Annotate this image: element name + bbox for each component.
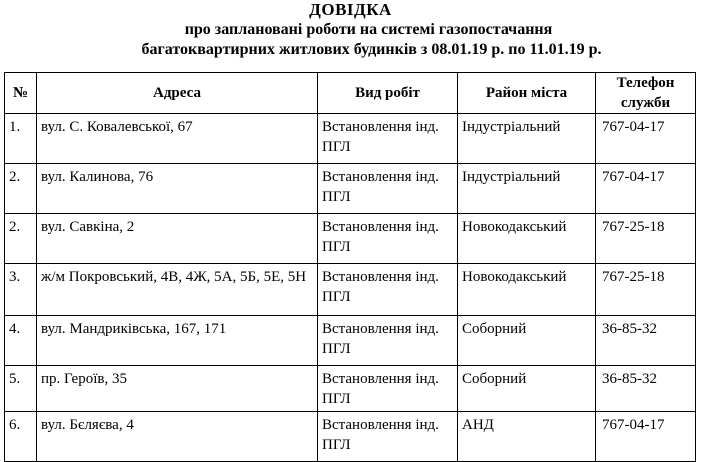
column-header-number: № (5, 73, 37, 114)
cell-district: Індустріальний (458, 164, 596, 214)
table-row (5, 264, 696, 316)
table-row (5, 412, 696, 462)
cell-address: вул. С. Ковалевської, 67 (37, 114, 318, 164)
cell-number: 2. (5, 214, 37, 264)
cell-phone: 767-25-18 (596, 214, 696, 264)
cell-district: АНД (458, 412, 596, 462)
cell-phone: 36-85-32 (596, 366, 696, 412)
cell-number: 1. (5, 114, 37, 164)
cell-number: 2. (5, 164, 37, 214)
cell-address: ж/м Покровський, 4В, 4Ж, 5А, 5Б, 5Е, 5Н (37, 264, 318, 316)
cell-work-type: Встановлення інд. ПГЛ (318, 214, 458, 264)
cell-district: Соборний (458, 366, 596, 412)
cell-phone: 36-85-32 (596, 316, 696, 366)
cell-work-type: Встановлення інд. ПГЛ (318, 114, 458, 164)
document-period: багатоквартирних житлових будинків з 08.01.19 р. по 11.01.19 р. (141, 41, 602, 58)
cell-address: вул. Савкіна, 2 (37, 214, 318, 264)
cell-work-type: Встановлення інд. ПГЛ (318, 412, 458, 462)
table-row (5, 114, 696, 164)
cell-number: 4. (5, 316, 37, 366)
cell-phone: 767-04-17 (596, 114, 696, 164)
table-row (5, 366, 696, 412)
cell-phone: 767-04-17 (596, 412, 696, 462)
cell-district: Соборний (458, 316, 596, 366)
cell-number: 5. (5, 366, 37, 412)
table-row (5, 164, 696, 214)
cell-work-type: Встановлення інд. ПГЛ (318, 264, 458, 316)
works-table (4, 72, 696, 462)
document-subtitle: про заплановані роботи на системі газопостачання (184, 21, 553, 38)
cell-address: вул. Калинова, 76 (37, 164, 318, 214)
cell-district: Індустріальний (458, 114, 596, 164)
column-header-address: Адреса (37, 73, 318, 114)
document-title: ДОВІДКА (309, 0, 392, 19)
cell-district: Новокодакський (458, 214, 596, 264)
table-header-row (5, 73, 696, 114)
cell-phone: 767-25-18 (596, 264, 696, 316)
cell-district: Новокодакський (458, 264, 596, 316)
table-row (5, 316, 696, 366)
table-row (5, 214, 696, 264)
cell-address: вул. Мандриківська, 167, 171 (37, 316, 318, 366)
column-header-work-type: Вид робіт (318, 73, 458, 114)
document-header (0, 0, 701, 60)
cell-work-type: Встановлення інд. ПГЛ (318, 316, 458, 366)
column-header-phone: Телефон служби (596, 73, 696, 114)
column-header-district: Район міста (458, 73, 596, 114)
cell-phone: 767-04-17 (596, 164, 696, 214)
cell-number: 3. (5, 264, 37, 316)
cell-address: вул. Бєляєва, 4 (37, 412, 318, 462)
cell-number: 6. (5, 412, 37, 462)
cell-address: пр. Героїв, 35 (37, 366, 318, 412)
cell-work-type: Встановлення інд. ПГЛ (318, 366, 458, 412)
cell-work-type: Встановлення інд. ПГЛ (318, 164, 458, 214)
